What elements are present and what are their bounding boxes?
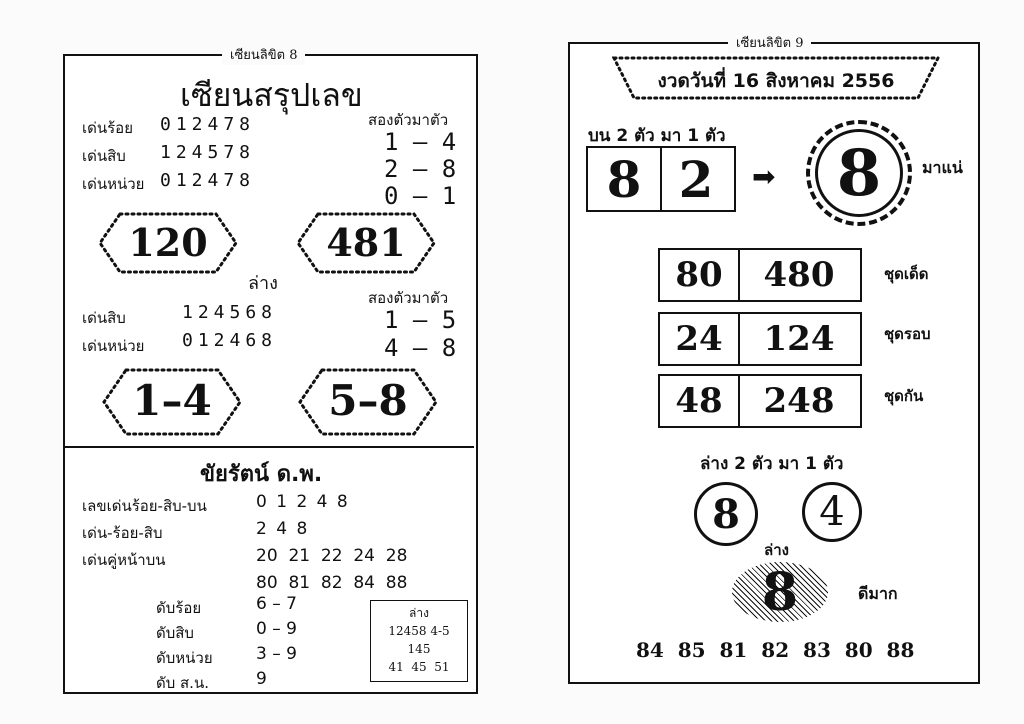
s2-value-3: 20 21 22 24 28 xyxy=(256,546,408,566)
s2-value-2: 2 4 8 xyxy=(256,519,310,539)
top-digit-1: 8 xyxy=(588,148,662,210)
mid-label-tens: เด่นสิบ xyxy=(82,309,126,327)
lower-box xyxy=(370,600,468,682)
mid-digits-units: 012468 xyxy=(182,330,278,351)
s2-value-4: 80 81 82 84 88 xyxy=(256,573,408,593)
pair-2-b: 4 – 8 xyxy=(384,334,457,362)
hex-120-text: 120 xyxy=(128,220,208,265)
set-box-3 xyxy=(658,374,862,428)
top-label: บน 2 ตัว มา 1 ตัว xyxy=(588,126,726,146)
pair-heading-2: สองตัวมาตัว xyxy=(368,289,449,307)
top-digit-2: 2 xyxy=(678,149,714,209)
bottom-label: ล่าง 2 ตัว มา 1 ตัว xyxy=(700,454,844,474)
final-numbers: 84 85 81 82 83 80 88 xyxy=(636,638,915,662)
set-1-b: 480 xyxy=(763,255,835,295)
row-digits-tens: 124578 xyxy=(160,142,256,163)
bottom-circle-2: 4 xyxy=(802,482,862,542)
pair-2-a: 1 – 5 xyxy=(384,306,457,334)
row-label-tens: เด่นสิบ xyxy=(82,147,126,165)
hex-badge-1-4 xyxy=(102,368,242,436)
lower-box-title: ล่าง xyxy=(409,606,429,620)
row-digits-units: 012478 xyxy=(160,170,256,191)
lower-box-line1: 12458 4-5 xyxy=(388,624,450,638)
left-header: เซียนลิขิต 8 xyxy=(222,44,305,65)
lower-box-line3: 41 45 51 xyxy=(388,660,450,674)
row-label-units: เด่นหน่วย xyxy=(82,175,145,193)
s2-small-label-4: ดับ ส.น. xyxy=(156,674,209,692)
set-box-2 xyxy=(658,312,862,366)
hex-badge-120 xyxy=(98,212,238,274)
hex-badge-481 xyxy=(296,212,436,274)
set-box-1 xyxy=(658,248,862,302)
top-digits-box xyxy=(586,146,736,212)
right-header: เซียนลิขิต 9 xyxy=(728,32,811,53)
lower-digit-oval: 8 xyxy=(732,562,828,622)
lower-box-line2: 145 xyxy=(407,642,431,656)
s2-label-3: เด่นคู่หน้าบน xyxy=(82,551,166,569)
hex-1-4-text: 1–4 xyxy=(132,376,212,425)
s2-small-value-2: 0 – 9 xyxy=(256,619,297,639)
s2-small-value-4: 9 xyxy=(256,669,267,689)
s2-label-1: เลขเด่นร้อย-สิบ-บน xyxy=(82,497,207,515)
pair-1-a: 1 – 4 xyxy=(384,128,457,156)
s2-small-value-3: 3 – 9 xyxy=(256,644,297,664)
pair-1-b: 2 – 8 xyxy=(384,155,457,183)
s2-small-value-1: 6 – 7 xyxy=(256,594,297,614)
row-digits-hundreds: 012478 xyxy=(160,114,256,135)
top-circle-inner: 8 xyxy=(815,129,903,217)
arrow-icon: ➡ xyxy=(752,160,776,193)
set-1-label: ชุดเด็ด xyxy=(884,265,929,283)
mid-label-units: เด่นหน่วย xyxy=(82,337,145,355)
row-label-hundreds: เด่นร้อย xyxy=(82,119,133,137)
s2-value-1: 0 1 2 4 8 xyxy=(256,492,350,512)
set-3-b: 248 xyxy=(763,381,835,421)
s2-label-2: เด่น-ร้อย-สิบ xyxy=(82,524,163,542)
bottom-circle-1: 8 xyxy=(694,482,758,546)
hex-badge-5-8 xyxy=(298,368,438,436)
lower-label-right: ล่าง xyxy=(764,541,789,559)
date-banner-text: งวดวันที่ 16 สิงหาคม 2556 xyxy=(657,70,895,92)
section-divider xyxy=(65,446,474,448)
hex-5-8-text: 5–8 xyxy=(328,376,408,425)
very-good-label: ดีมาก xyxy=(858,584,898,603)
hex-481-text: 481 xyxy=(326,220,406,265)
mid-digits-tens: 124568 xyxy=(182,302,278,323)
s2-small-label-2: ดับสิบ xyxy=(156,624,194,642)
set-3-a: 48 xyxy=(660,376,740,426)
section2-title: ขัยรัตน์ ด.พ. xyxy=(200,462,323,487)
lower-label: ล่าง xyxy=(248,273,278,294)
set-2-a: 24 xyxy=(660,314,740,364)
pair-heading-1: สองตัวมาตัว xyxy=(368,111,449,129)
s2-small-label-1: ดับร้อย xyxy=(156,599,202,617)
set-2-b: 124 xyxy=(763,319,835,359)
set-1-a: 80 xyxy=(660,250,740,300)
left-title: เซียนสรุปเลข xyxy=(180,76,363,114)
s2-small-label-3: ดับหน่วย xyxy=(156,649,213,667)
pair-1-c: 0 – 1 xyxy=(384,182,457,210)
set-2-label: ชุดรอบ xyxy=(884,325,931,343)
sure-label: มาแน่ xyxy=(922,158,963,177)
date-banner xyxy=(612,56,940,100)
set-3-label: ชุดกัน xyxy=(884,387,924,405)
top-circle xyxy=(806,120,912,226)
